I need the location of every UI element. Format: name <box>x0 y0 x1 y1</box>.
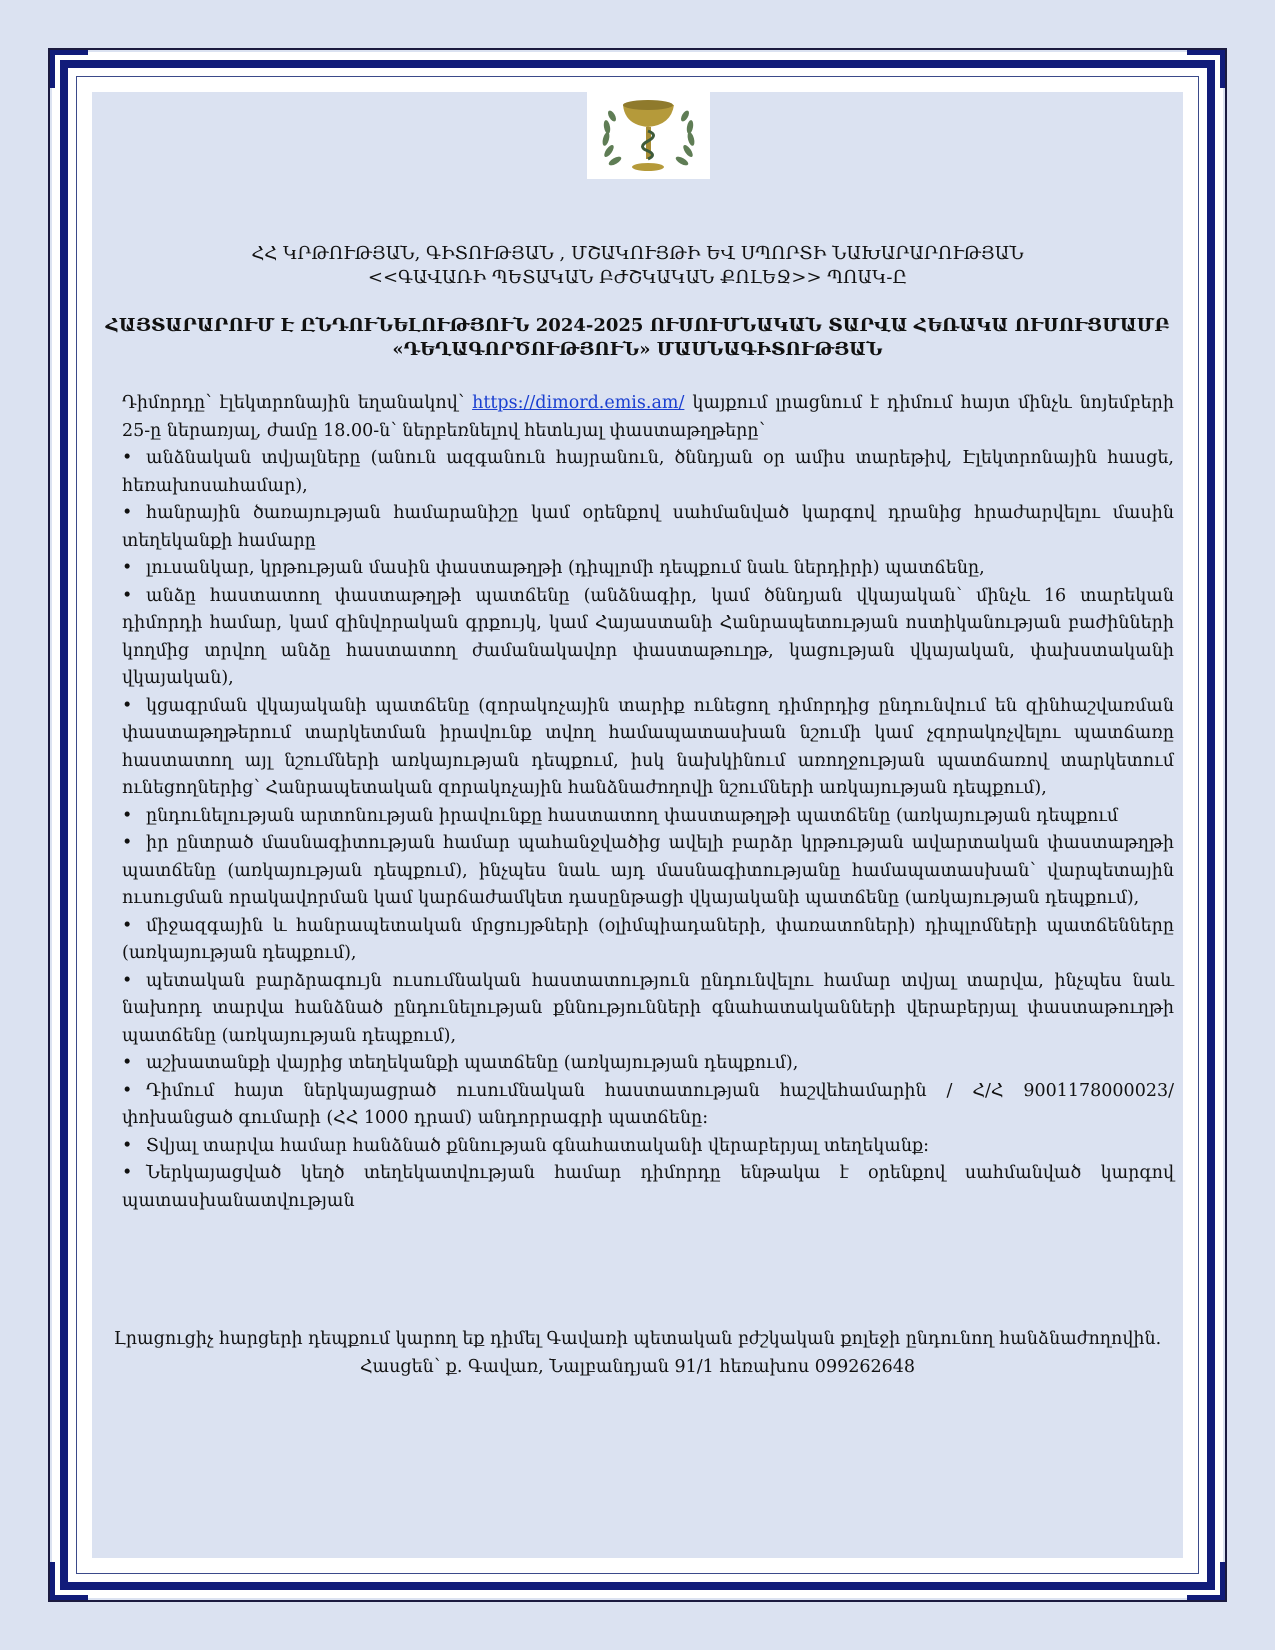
announcement-title <box>100 314 1175 362</box>
list-item-text: Դիմում հայտ ներկայացրած ուսումնական հաստատության հաշվեհամարին / Հ/Հ 9001178000023/ փոխանցած գումարի (ՀՀ 1000 դրամ) անդորրագրի պատճենը: <box>122 1080 1174 1128</box>
corner-ornament-bl <box>50 1562 88 1600</box>
list-item-text: կցագրման վկայականի պատճենը (զորակոչային տարիք ունեցող դիմորդից ընդունվում են զինհաշվառման փաստաթղթերում տարկետման իրավունք տվող համապատասխան նշումի կամ չզորակոչվելու պատճառը հաստատող այլ նշումների առկայության դեպքում, իսկ նախկինում առողջության պատճառով տարկետում ունեցողներից՝ Հանրապետական զորակոչային հանձնաժողովի նշումների առկայության դեպքում), <box>122 695 1174 798</box>
bullet-icon: • <box>122 558 133 578</box>
list-item <box>122 830 1174 913</box>
header-line-ministry: ՀՀ ԿՐԹՈՒԹՅԱՆ, ԳԻՏՈՒԹՅԱՆ , ՄՇԱԿՈՒՅԹԻ ԵՎ ՍՊՈՐՏԻ ՆԱԽԱՐԱՐՈՒԹՅԱՆ <box>251 243 1024 264</box>
list-item-text: Ներկայացված կեղծ տեղեկատվության համար դիմորդը ենթակա է օրենքով սահմանված կարգով պատասխանատվության <box>122 1163 1174 1211</box>
list-item <box>122 1133 1174 1161</box>
bullet-icon: • <box>122 1053 133 1073</box>
bullet-icon: • <box>122 1080 133 1101</box>
title-line-specialty: «ԴԵՂԱԳՈՐԾՈՒԹՅՈՒՆ» ՄԱՍՆԱԳԻՏՈՒԹՅԱՆ <box>392 339 883 360</box>
list-item <box>122 500 1174 555</box>
list-item-text: իր ընտրած մասնագիտության համար պահանջվածից ավելի բարձր կրթության ավարտական փաստաթղթի պատճենը (առկայության դեպքում), ինչպես նաև այդ մասնագիտությանը համապատասխան՝ վարպետային ուսուցման որակավորման կամ կարճաժամկետ դասընթացի վկայականի պատճենը (առկայության դեպքում), <box>122 833 1174 908</box>
bullet-icon: • <box>122 833 133 853</box>
list-item <box>122 913 1174 968</box>
title-line-admission: ՀԱՅՏԱՐԱՐՈՒՄ Է ԸՆԴՈՒՆԵԼՈՒԹՅՈՒՆ 2024-2025 ՈՒՍՈՒՄՆԱԿԱՆ ՏԱՐՎԱ ՀԵՌԱԿԱ ՈՒՍՈՒՑՄԱՄԲ <box>105 315 1170 336</box>
bullet-icon: • <box>122 915 133 936</box>
list-item <box>122 1050 1174 1078</box>
bullet-icon: • <box>122 695 133 716</box>
list-item-text: Տվյալ տարվա համար հանձնած քննության գնահատականի վերաբերյալ տեղեկանք: <box>146 1135 930 1156</box>
document-body <box>122 390 1174 1215</box>
bullet-icon: • <box>122 970 133 991</box>
list-item-text: պետական բարձրագույն ուսումնական հաստատություն ընդունվելու համար տվյալ տարվա, ինչպես նաև նախորդ տարվա հանձնած ընդունելության քննությունների գնահատականների վերաբերյալ փաստաթուղթի պատճենը (առկայության դեպքում), <box>122 970 1174 1046</box>
list-item <box>122 1160 1174 1215</box>
footer-address-line: Հասցեն՝ ք. Գավառ, Նալբանդյան 91/1 հեռախոս 099262648 <box>359 1357 916 1377</box>
list-item <box>122 583 1174 693</box>
list-item <box>122 1078 1174 1133</box>
intro-text-before: Դիմորդը՝ էլեկտրոնային եղանակով՝ <box>122 393 473 413</box>
list-item-text: լուսանկար, կրթության մասին փաստաթղթի (դիպլոմի դեպքում նաև ներդիրի) պատճենը, <box>146 558 985 578</box>
list-item-text: անձը հաստատող փաստաթղթի պատճենը (անձնագիր, կամ ծննդյան վկայական՝ մինչև 16 տարեկան դիմորդի համար, կամ զինվորական գրքույկ, կամ Հայաստանի Հանրապետության ոստիկանության բաժինների կողմից տրվող անձը հաստատող ժամանակավոր փաստաթուղթ, կացության վկայական, փախստականի վկայական), <box>122 585 1174 688</box>
list-item <box>122 445 1174 500</box>
list-item <box>122 693 1174 803</box>
list-item-text: միջազգային և հանրապետական մրցույթների (օլիմպիադաների, փառատոների) դիպլոմների պատճենները (առկայության դեպքում), <box>122 915 1174 963</box>
list-item <box>122 555 1174 583</box>
bullet-icon: • <box>122 503 133 523</box>
contact-footer <box>100 1325 1175 1381</box>
intro-paragraph <box>122 390 1174 445</box>
bullet-icon: • <box>122 585 133 606</box>
list-item <box>122 803 1174 831</box>
list-item-text: անձնական տվյալները (անուն ազգանուն հայրանուն, ծննդյան օր ամիս տարեթիվ, Էլեկտրոնային հասցե, հեռախոսահամար), <box>122 448 1174 496</box>
bullet-icon: • <box>122 448 133 468</box>
dimord-link[interactable]: https://dimord.emis.am/ <box>472 393 685 413</box>
list-item-text: աշխատանքի վայրից տեղեկանքի պատճենը (առկայության դեպքում), <box>146 1053 799 1073</box>
list-item-text: ընդունելության արտոնության իրավունքը հաստատող փաստաթղթի պատճենը (առկայության դեպքում <box>146 805 1119 826</box>
corner-ornament-br <box>1187 1562 1225 1600</box>
bullet-icon: • <box>122 1163 133 1183</box>
list-item <box>122 968 1174 1051</box>
corner-ornament-tr <box>1187 50 1225 88</box>
pharmacy-logo <box>587 91 710 179</box>
bullet-icon: • <box>122 805 133 826</box>
footer-contact-line: Լրացուցիչ հարցերի դեպքում կարող եք դիմել Գավառի պետական բժշկական քոլեջի ընդունող հանձնաժողովին. <box>113 1329 1162 1349</box>
intro-text-after: կայքում լրացնում է դիմում հայտ մինչև նոյեմբերի 25-ը ներառյալ, ժամը 18.00-ն՝ ներբեռնելով հետևյալ փաստաթղթերը՝ <box>122 393 1175 441</box>
list-item-text: հանրային ծառայության համարանիշը կամ օրենքով սահմանված կարգով դրանից հրաժարվելու մասին տեղեկանքի համարը <box>122 503 1174 551</box>
header-line-college: <<ԳԱՎԱՌԻ ՊԵՏԱԿԱՆ ԲԺՇԿԱԿԱՆ ՔՈԼԵՋ>> ՊՈԱԿ-Ը <box>367 267 908 288</box>
ministry-header <box>100 242 1175 290</box>
corner-ornament-tl <box>50 50 88 88</box>
bullet-icon: • <box>122 1135 133 1156</box>
